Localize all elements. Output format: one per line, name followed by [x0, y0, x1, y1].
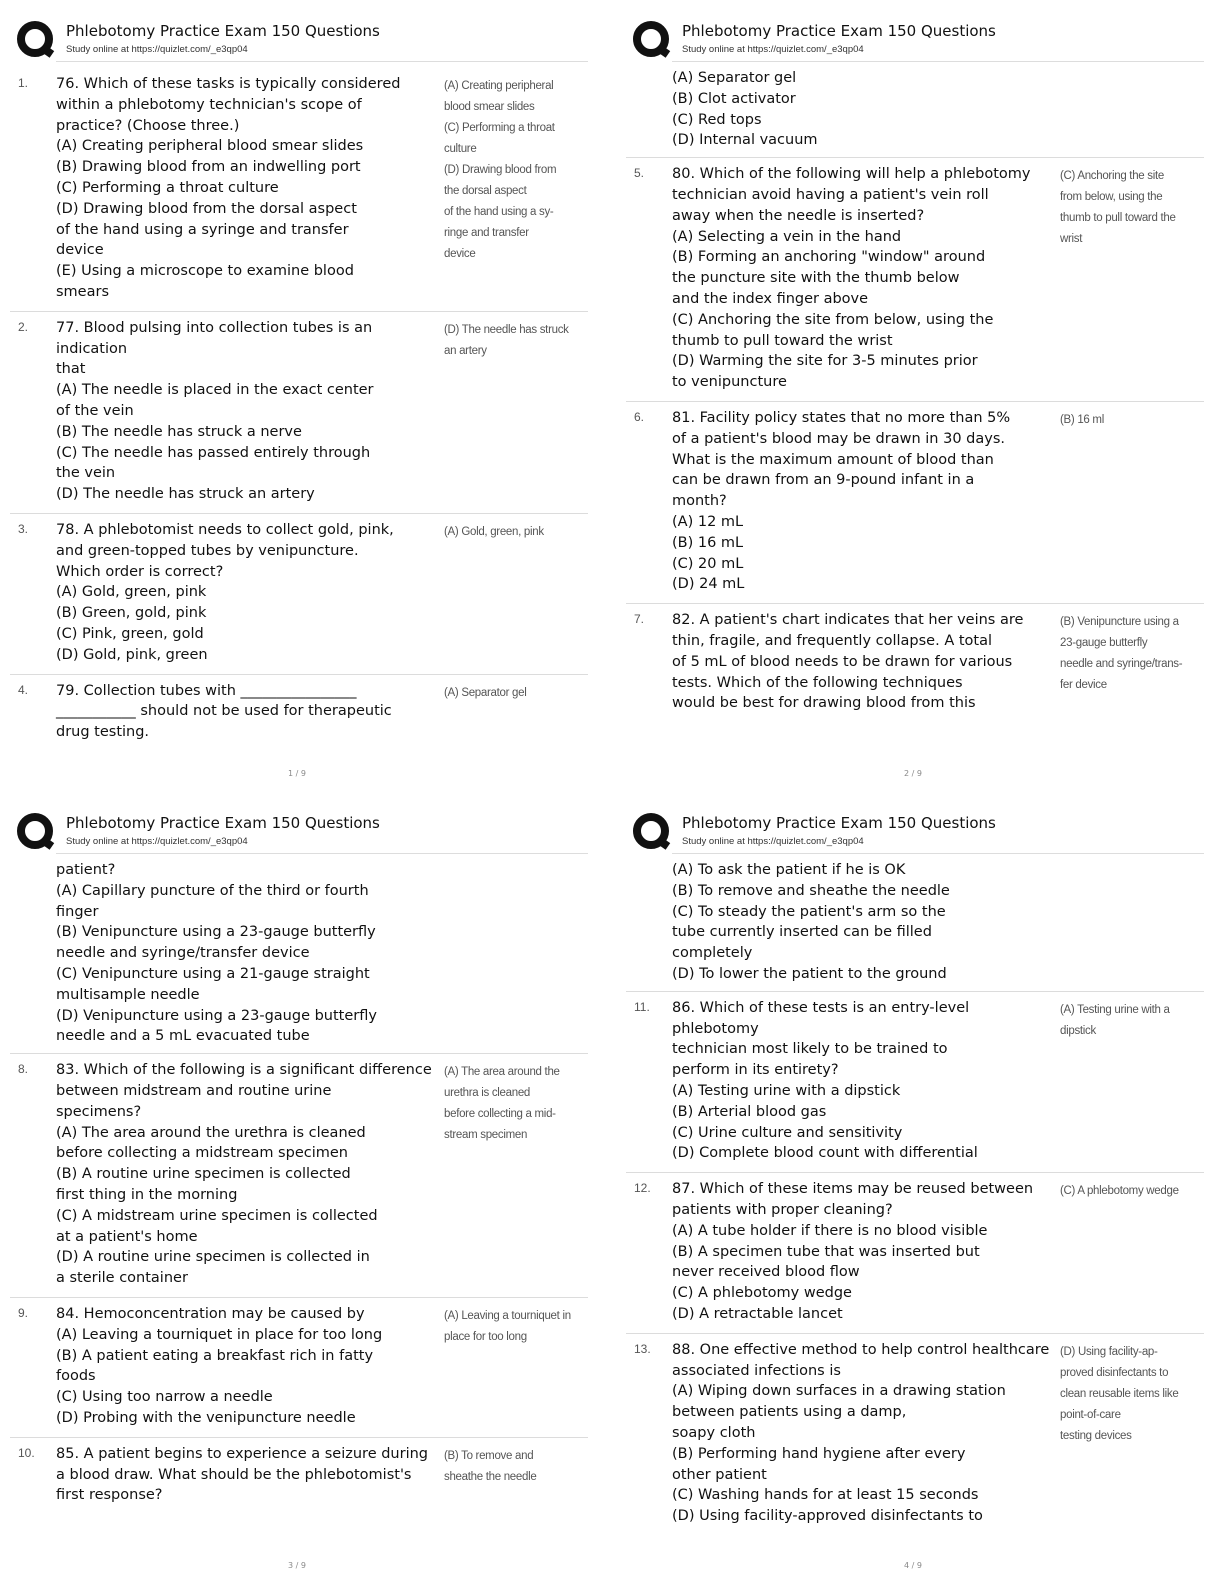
question-item [626, 604, 1204, 722]
answer-option: (D) A retractable lancet [672, 1305, 843, 1322]
question-number: 4. [18, 682, 29, 697]
answer-option: (D) Using facility-approved disinfectants to [672, 1508, 983, 1525]
question-stem: 78. A phlebotomist needs to collect gold, pink, and green-topped tubes by venipuncture. Which order is correct? [56, 521, 394, 580]
answer-option: (C) Urine culture and sensitivity [672, 1124, 903, 1141]
study-online-link[interactable]: Study online at https://quizlet.com/_e3qp04 [682, 836, 864, 847]
correct-answer: (A) Testing urine with a dipstick [1060, 1003, 1170, 1037]
correct-answer: (B) To remove and sheathe the needle [444, 1449, 537, 1483]
question-stem: 88. One effective method to help control healthcare associated infections is [672, 1341, 1050, 1379]
question-text [672, 998, 1060, 1164]
answer-option: (C) Pink, green, gold [56, 625, 204, 642]
continued-line: (A) Capillary puncture of the third or fourth finger [56, 882, 369, 920]
question-stem: 86. Which of these tests is an entry-level phlebotomy technician most likely to be trained to perform in its entirety? [672, 999, 970, 1079]
question-text [672, 164, 1060, 393]
document-title: Phlebotomy Practice Exam 150 Questions [682, 814, 996, 832]
answer-option: (C) 20 mL [672, 555, 744, 572]
exam-page-3 [10, 810, 610, 1584]
page-header [626, 810, 1224, 854]
question-item [10, 1438, 588, 1514]
continued-line: (B) To remove and sheathe the needle [672, 882, 950, 899]
exam-page-1 [10, 18, 610, 798]
question-item [10, 514, 588, 675]
question-number: 5. [634, 166, 645, 181]
continued-options [10, 860, 450, 1047]
question-number: 10. [18, 1445, 35, 1460]
answer-option: (D) Probing with the venipuncture needle [56, 1409, 356, 1426]
question-item [626, 158, 1204, 402]
study-online-link[interactable]: Study online at https://quizlet.com/_e3qp04 [66, 44, 248, 55]
continued-line: (B) Venipuncture using a 23-gauge butterfly needle and syringe/transfer device [56, 924, 376, 962]
answer-option: (D) Warming the site for 3-5 minutes prior to venipuncture [672, 353, 978, 391]
question-stem: 83. Which of the following is a significant difference between midstream and routine urine specimens? [56, 1062, 432, 1120]
answer-option: (A) A tube holder if there is no blood visible [672, 1222, 988, 1239]
page-body [10, 854, 610, 1514]
page-body [626, 854, 1224, 1535]
answer-option: (C) Anchoring the site from below, using the thumb to pull toward the wrist [672, 311, 994, 349]
answer-option: (A) Testing urine with a dipstick [672, 1082, 901, 1099]
continued-line: (C) Red tops [672, 111, 762, 128]
answer-option: (A) Creating peripheral blood smear slides [56, 138, 364, 155]
answer-option: (A) Selecting a vein in the hand [672, 228, 902, 245]
answer-option: (B) A patient eating a breakfast rich in fatty foods [56, 1347, 374, 1385]
page-header [10, 18, 610, 62]
question-stem: 85. A patient begins to experience a seizure during a blood draw. What should be the phlebotomist's first response? [56, 1445, 429, 1504]
question-stem: 81. Facility policy states that no more than 5% of a patient's blood may be drawn in 30 days. What is the maximum amount of blood than can be drawn from an 9-pound infant in a month? [672, 409, 1011, 510]
study-online-link[interactable]: Study online at https://quizlet.com/_e3qp04 [66, 836, 248, 847]
quizlet-logo-icon [632, 20, 672, 60]
question-number: 1. [18, 76, 29, 90]
answer-option: (A) Leaving a tourniquet in place for too long [56, 1326, 383, 1343]
exam-page-4 [626, 810, 1224, 1584]
page-number: 2 / 9 [904, 769, 922, 778]
answer-option: (C) The needle has passed entirely through the vein [56, 444, 371, 482]
page-header [626, 18, 1224, 62]
continued-line: (D) To lower the patient to the ground [672, 965, 947, 982]
answer-option: (C) Using too narrow a needle [56, 1389, 273, 1406]
question-number: 12. [634, 1181, 651, 1196]
question-stem: 87. Which of these items may be reused between patients with proper cleaning? [672, 1181, 1034, 1218]
question-text [672, 408, 1060, 595]
correct-answer: (D) Using facility-ap- proved disinfectants to clean reusable items like point-of-care testing devices [1060, 1345, 1179, 1442]
answer-option: (A) 12 mL [672, 513, 744, 530]
answer-option: (E) Using a microscope to examine blood smears [56, 263, 354, 300]
question-text [672, 1179, 1060, 1325]
question-item [626, 1334, 1204, 1535]
answer-option: (B) Green, gold, pink [56, 605, 207, 622]
answer-option: (B) Performing hand hygiene after every other patient [672, 1445, 966, 1483]
question-number: 11. [634, 999, 650, 1014]
continued-line: (C) To steady the patient's arm so the tube currently inserted can be filled completely [672, 903, 946, 962]
document-title: Phlebotomy Practice Exam 150 Questions [66, 814, 380, 832]
exam-page-2 [626, 18, 1224, 798]
answer-option: (A) Wiping down surfaces in a drawing station between patients using a damp, soapy cloth [672, 1383, 1006, 1441]
question-item [626, 992, 1204, 1173]
answer-option: (D) Drawing blood from the dorsal aspect of the hand using a syringe and transfer device [56, 200, 357, 259]
question-item [10, 1298, 588, 1438]
question-text [672, 1340, 1060, 1527]
correct-answer: (C) A phlebotomy wedge [1060, 1185, 1179, 1198]
question-text [56, 1444, 444, 1506]
correct-answer: (C) Anchoring the site from below, using the thumb to pull toward the wrist [1060, 170, 1176, 246]
question-item [10, 1054, 588, 1298]
answer-option: (D) 24 mL [672, 576, 745, 593]
page-number: 3 / 9 [288, 1561, 306, 1570]
answer-option: (D) The needle has struck an artery [56, 486, 315, 503]
answer-option: (C) A phlebotomy wedge [672, 1285, 852, 1302]
question-number: 2. [18, 319, 29, 334]
continued-line: (D) Internal vacuum [672, 132, 818, 149]
answer-option: (B) A routine urine specimen is collected first thing in the morning [56, 1166, 351, 1203]
document-title: Phlebotomy Practice Exam 150 Questions [682, 22, 996, 40]
answer-option: (A) Gold, green, pink [56, 584, 207, 601]
page-body [10, 62, 610, 751]
continued-line: (A) To ask the patient if he is OK [672, 862, 906, 878]
correct-answer: (A) Separator gel [444, 686, 527, 699]
correct-answer: (D) The needle has struck an artery [444, 323, 569, 357]
continued-options [626, 68, 1066, 151]
answer-option: (B) Arterial blood gas [672, 1103, 827, 1120]
page-header [10, 810, 610, 854]
answer-option: (B) Forming an anchoring "window" around the puncture site with the thumb below and the index finger above [672, 249, 986, 307]
continued-line: (A) Separator gel [672, 70, 797, 86]
continued-options [626, 860, 1066, 985]
page-number: 1 / 9 [288, 769, 306, 778]
question-text [56, 1060, 444, 1289]
question-text [672, 610, 1060, 714]
quizlet-logo-icon [16, 812, 56, 852]
question-number: 9. [18, 1305, 29, 1320]
question-stem: 82. A patient's chart indicates that her veins are thin, fragile, and frequently collapse. A total of 5 mL of blood needs to be drawn for various tests. Which of the following techniques would be best for drawing blood from this [672, 612, 1024, 712]
continued-line: patient? [56, 862, 116, 878]
answer-option: (B) Drawing blood from an indwelling port [56, 159, 361, 176]
answer-option: (B) 16 mL [672, 534, 744, 551]
question-stem: 80. Which of the following will help a phlebotomy technician avoid having a patient's vein roll away when the needle is inserted? [672, 166, 1031, 224]
question-stem: 84. Hemoconcentration may be caused by [56, 1305, 365, 1322]
question-item [10, 68, 588, 312]
question-number: 3. [18, 521, 29, 536]
answer-option: (A) The needle is placed in the exact center of the vein [56, 382, 374, 419]
answer-option: (D) A routine urine specimen is collected in a sterile container [56, 1249, 370, 1287]
correct-answer: (A) Leaving a tourniquet in place for too long [444, 1309, 571, 1343]
page-body [626, 62, 1224, 722]
answer-option: (B) The needle has struck a nerve [56, 423, 302, 440]
continued-line: (B) Clot activator [672, 90, 796, 107]
question-text [56, 1304, 444, 1429]
question-item [10, 312, 588, 514]
correct-answer: (A) Gold, green, pink [444, 525, 544, 538]
question-number: 7. [634, 612, 645, 627]
answer-option: (C) Performing a throat culture [56, 179, 279, 196]
answer-option: (D) Gold, pink, green [56, 646, 208, 663]
correct-answer: (A) The area around the urethra is cleaned before collecting a mid- stream specimen [444, 1066, 560, 1142]
question-number: 13. [634, 1341, 651, 1356]
answer-option: (D) Complete blood count with differential [672, 1145, 978, 1162]
document-title: Phlebotomy Practice Exam 150 Questions [66, 22, 380, 40]
question-item [10, 675, 588, 751]
question-text [56, 520, 444, 666]
question-number: 6. [634, 409, 645, 424]
correct-answer: (B) 16 ml [1060, 413, 1104, 426]
question-stem: 77. Blood pulsing into collection tubes is an indication that [56, 319, 373, 378]
quizlet-logo-icon [16, 20, 56, 60]
question-stem: 76. Which of these tasks is typically considered within a phlebotomy technician's scope of practice? (Choose three.) [56, 76, 401, 134]
question-item [626, 1173, 1204, 1334]
question-item [626, 402, 1204, 604]
question-stem: 79. Collection tubes with ________________ ___________ should not be used for therapeutic drug testing. [56, 682, 392, 741]
answer-option: (A) The area around the urethra is cleaned before collecting a midstream specimen [56, 1124, 366, 1162]
continued-line: (D) Venipuncture using a 23-gauge butterfly needle and a 5 mL evacuated tube [56, 1007, 377, 1045]
correct-answer: (B) Venipuncture using a 23-gauge butterfly needle and syringe/trans- fer device [1060, 616, 1183, 692]
quizlet-logo-icon [632, 812, 672, 852]
page-number: 4 / 9 [904, 1561, 922, 1570]
question-text [56, 74, 444, 303]
continued-line: (C) Venipuncture using a 21-gauge straight multisample needle [56, 965, 370, 1003]
question-number: 8. [18, 1062, 29, 1077]
answer-option: (C) A midstream urine specimen is collected at a patient's home [56, 1207, 378, 1245]
question-text [56, 681, 444, 743]
study-online-link[interactable]: Study online at https://quizlet.com/_e3qp04 [682, 44, 864, 55]
correct-answer: (A) Creating peripheral blood smear slides (C) Performing a throat culture (D) Drawing blood from the dorsal aspect of the hand using a sy- ringe and transfer device [444, 80, 557, 260]
question-text [56, 318, 444, 505]
answer-option: (C) Washing hands for at least 15 seconds [672, 1487, 979, 1504]
answer-option: (B) A specimen tube that was inserted but never received blood flow [672, 1243, 980, 1281]
